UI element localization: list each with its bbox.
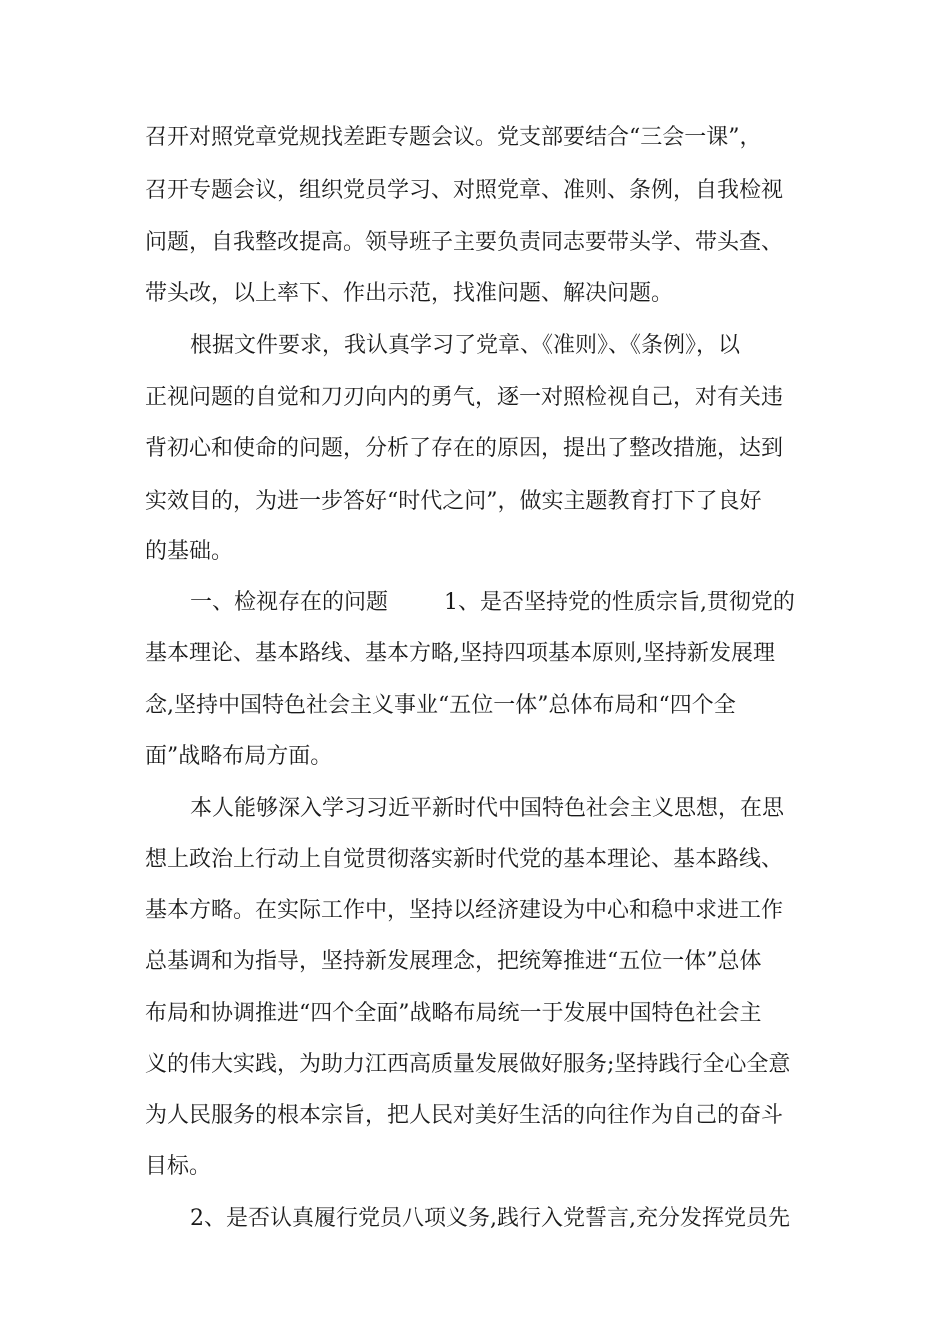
text-line-content: 带头改，以上率下、作出示范，找准问题、解决问题。: [145, 281, 674, 306]
text-line: [0, 1147, 950, 1187]
text-line-content: 正视问题的自觉和刀刃向内的勇气，逐一对照检视自己，对有关违: [145, 385, 784, 410]
text-line: [0, 118, 950, 158]
text-line-content: 总基调和为指导，坚持新发展理念，把统筹推进“五位一体”总体: [145, 949, 762, 974]
text-line: [0, 1045, 950, 1085]
text-line-content: 一、检视存在的问题 1、是否坚持党的性质宗旨,贯彻党的: [190, 590, 795, 615]
text-line-content: 为人民服务的根本宗旨，把人民对美好生活的向往作为自己的奋斗: [145, 1103, 784, 1128]
text-line-content: 的基础。: [145, 539, 234, 564]
text-line-content: 想上政治上行动上自觉贯彻落实新时代党的基本理论、基本路线、: [145, 847, 784, 872]
text-line: [0, 171, 950, 211]
text-line-content: 2、是否认真履行党员八项义务,践行入党誓言,充分发挥党员先: [190, 1206, 790, 1231]
text-line-content: 召开对照党章党规找差距专题会议。党支部要结合“三会一课”，: [145, 125, 762, 150]
text-line: [0, 840, 950, 880]
text-line: [0, 686, 950, 726]
text-line: [0, 891, 950, 931]
text-line-content: 本人能够深入学习习近平新时代中国特色社会主义思想，在思: [190, 796, 785, 821]
text-line-content: 根据文件要求，我认真学习了党章、《准则》、《条例》，以: [190, 333, 741, 358]
text-line-content: 基本方略。在实际工作中，坚持以经济建设为中心和稳中求进工作: [145, 898, 784, 923]
text-line: [0, 1096, 950, 1136]
text-line: [0, 789, 950, 829]
text-line: [0, 994, 950, 1034]
text-line: [0, 326, 950, 366]
text-line: [0, 482, 950, 522]
text-line-content: 召开专题会议，组织党员学习、对照党章、准则、条例，自我检视: [145, 178, 784, 203]
text-line-content: 基本理论、基本路线、基本方略,坚持四项基本原则,坚持新发展理: [145, 641, 775, 666]
text-line-content: 念,坚持中国特色社会主义事业“五位一体”总体布局和“四个全: [145, 693, 736, 718]
text-line: [0, 429, 950, 469]
text-line: [0, 223, 950, 263]
text-line-content: 义的伟大实践，为助力江西高质量发展做好服务;坚持践行全心全意: [145, 1052, 791, 1077]
text-line: [0, 583, 950, 623]
text-line: [0, 942, 950, 982]
text-line: [0, 532, 950, 572]
text-line: [0, 378, 950, 418]
text-line-content: 布局和协调推进“四个全面”战略布局统一于发展中国特色社会主: [145, 1001, 762, 1026]
text-line: [0, 1199, 950, 1239]
text-line-content: 目标。: [145, 1154, 212, 1179]
text-line: [0, 634, 950, 674]
text-line: [0, 737, 950, 777]
text-line-content: 问题，自我整改提高。领导班子主要负责同志要带头学、带头查、: [145, 230, 784, 255]
text-line-content: 背初心和使命的问题，分析了存在的原因，提出了整改措施，达到: [145, 436, 784, 461]
text-line: [0, 274, 950, 314]
text-line-content: 面”战略布局方面。: [145, 744, 333, 769]
text-line-content: 实效目的，为进一步答好“时代之问”，做实主题教育打下了良好: [145, 489, 762, 514]
